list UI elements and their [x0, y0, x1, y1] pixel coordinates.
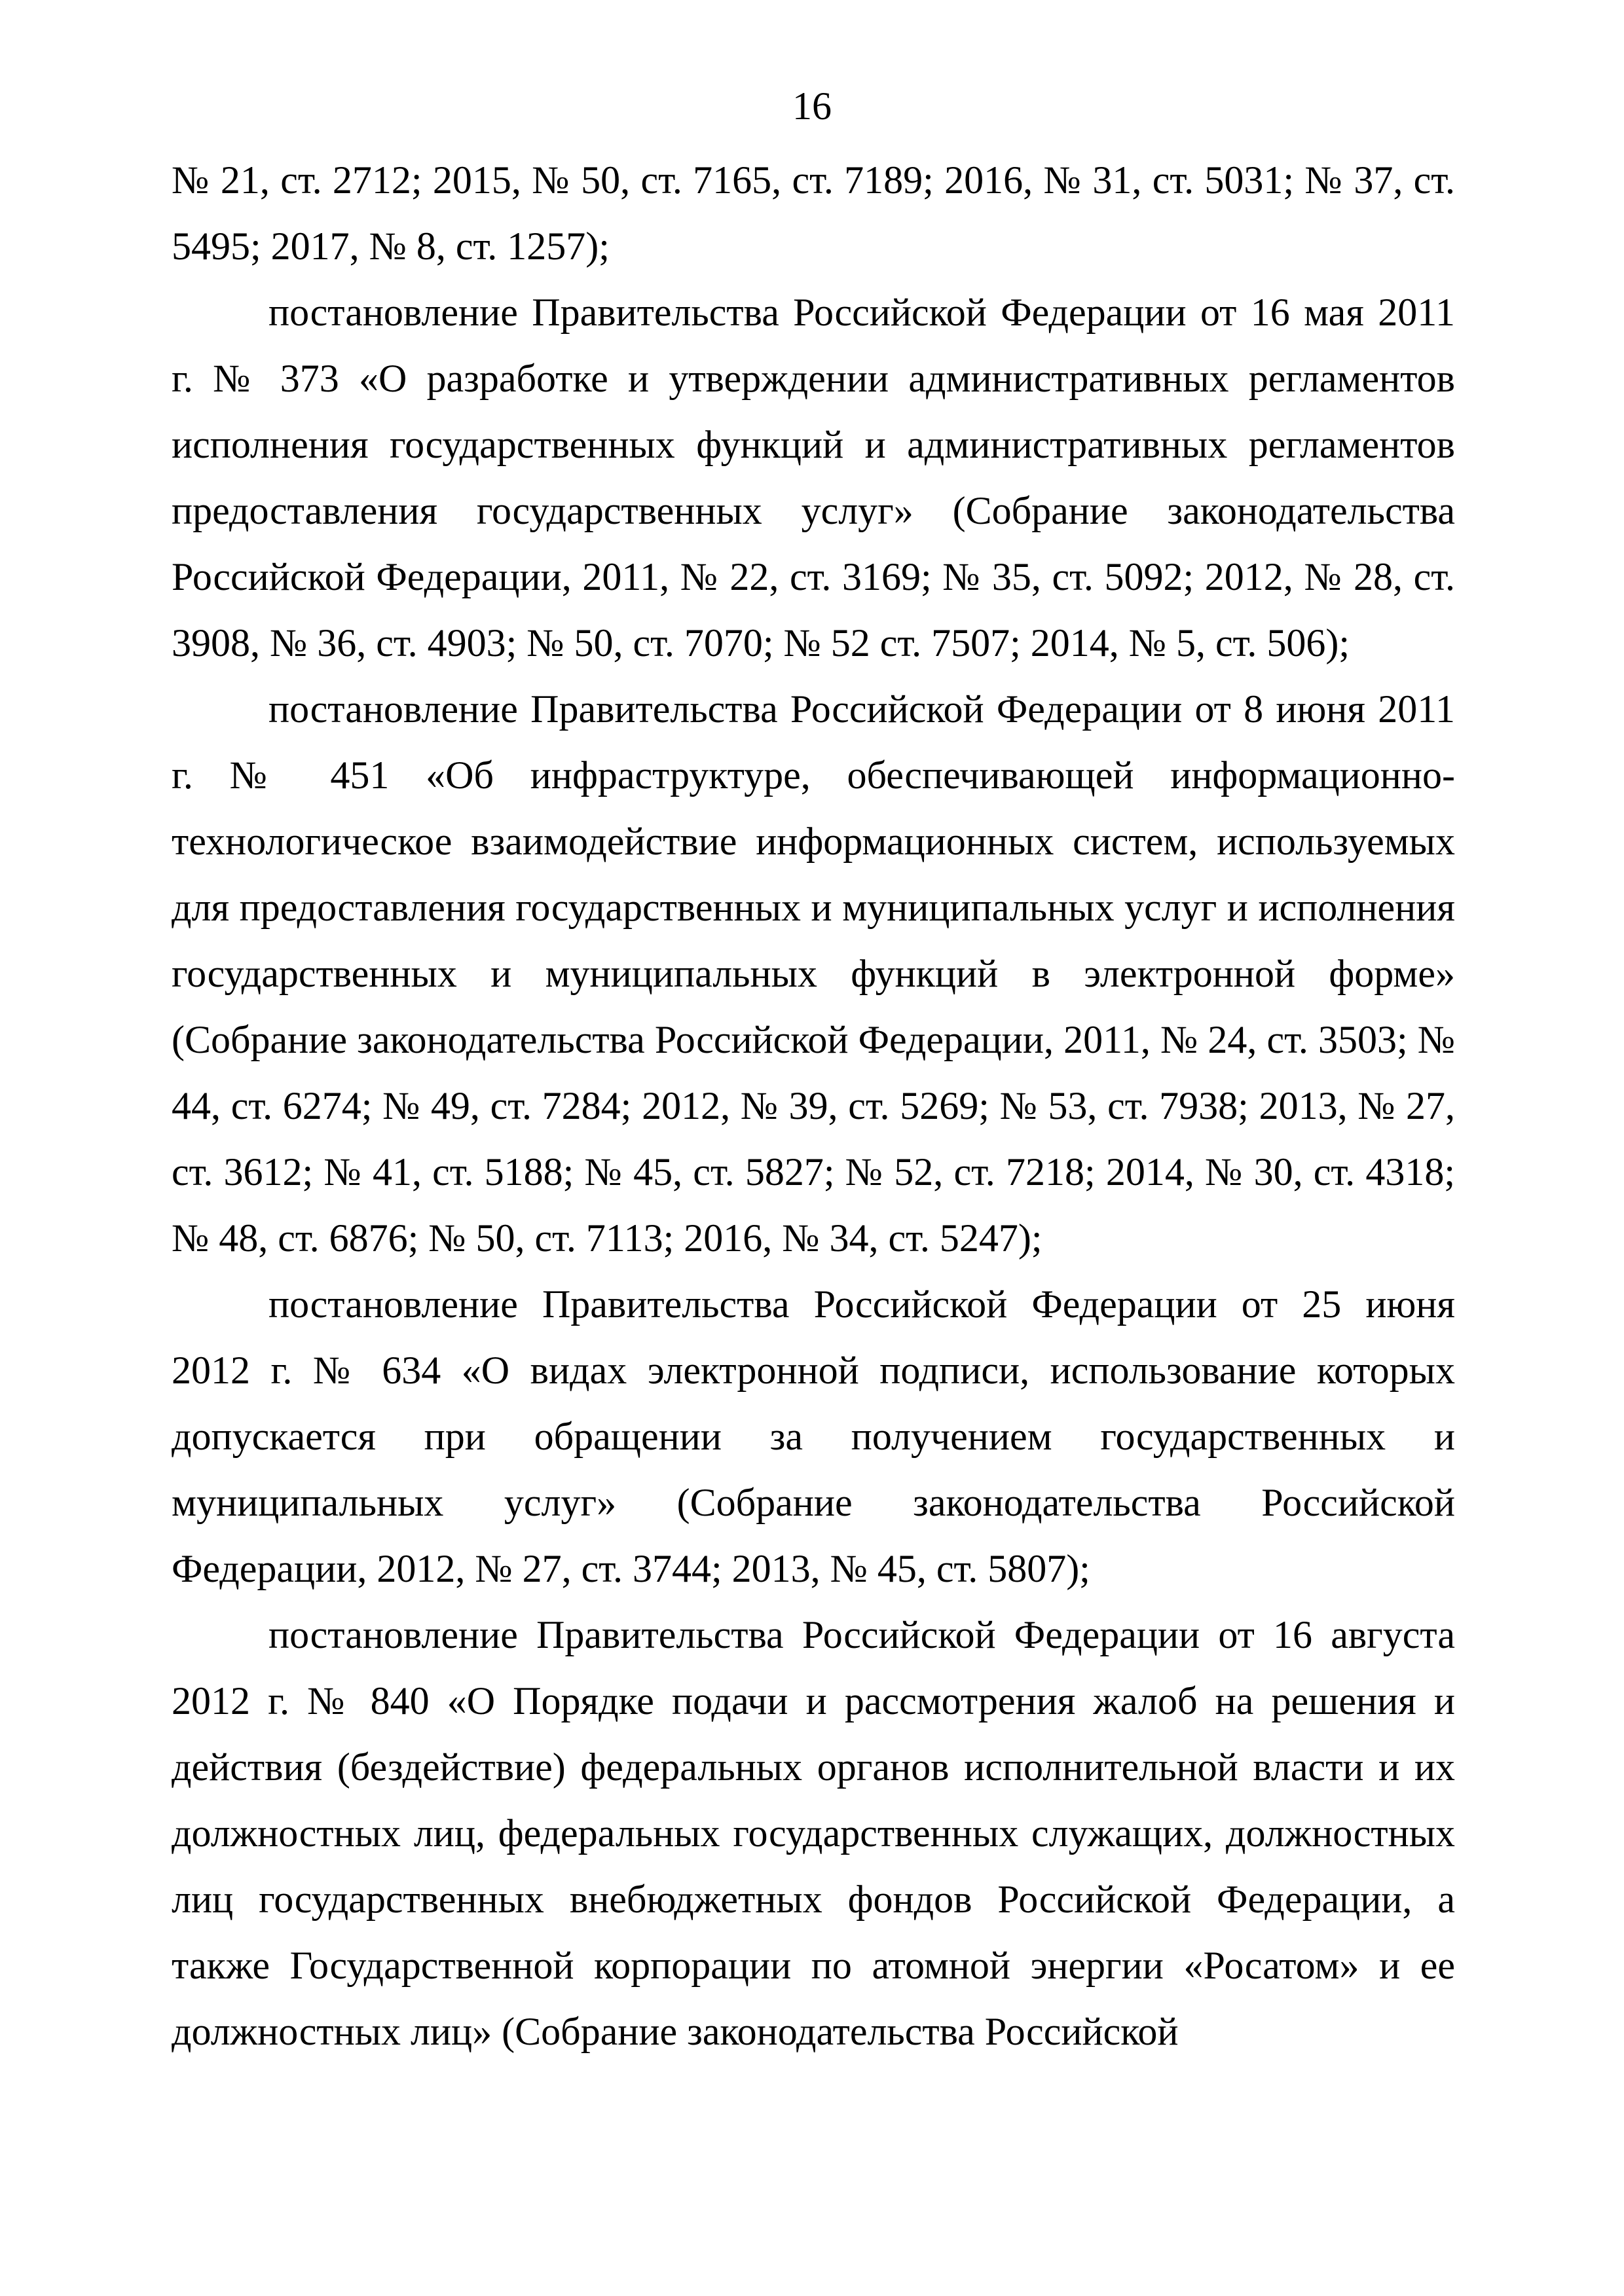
- paragraph-resolution-373: постановление Правительства Российской Федерации от 16 мая 2011 г. № 373 «О разработке и утверждении административных регламентов исполнения государственных функций и административных регламентов предоставления государственных услуг» (Собрание законодательства Российской Федерации, 2011, № 22, ст. 3169; № 35, ст. 5092; 2012, № 28, ст. 3908, № 36, ст. 4903; № 50, ст. 7070; № 52 ст. 7507; 2014, № 5, ст. 506);: [172, 291, 1455, 665]
- document-body: [172, 147, 1455, 2065]
- paragraph-resolution-634: постановление Правительства Российской Федерации от 25 июня 2012 г. № 634 «О видах электронной подписи, использование которых допускается при обращении за получением государственных и муниципальных услуг» (Собрание законодательства Российской Федерации, 2012, № 27, ст. 3744; 2013, № 45, ст. 5807);: [172, 1283, 1455, 1590]
- paragraph-resolution-451: постановление Правительства Российской Федерации от 8 июня 2011 г. № 451 «Об инфраструктуре, обеспечивающей информационно-технологическое взаимодействие информационных систем, используемых для предоставления государственных и муниципальных услуг и исполнения государственных и муниципальных функций в электронной форме» (Собрание законодательства Российской Федерации, 2011, № 24, ст. 3503; № 44, ст. 6274; № 49, ст. 7284; 2012, № 39, ст. 5269; № 53, ст. 7938; 2013, № 27, ст. 3612; № 41, ст. 5188; № 45, ст. 5827; № 52, ст. 7218; 2014, № 30, ст. 4318; № 48, ст. 6876; № 50, ст. 7113; 2016, № 34, ст. 5247);: [172, 687, 1455, 1260]
- page-number: 16: [792, 84, 832, 128]
- paragraph-resolution-840: постановление Правительства Российской Федерации от 16 августа 2012 г. № 840 «О Порядке подачи и рассмотрения жалоб на решения и действия (бездействие) федеральных органов исполнительной власти и их должностных лиц, федеральных государственных служащих, должностных лиц государственных внебюджетных фондов Российской Федерации, а также Государственной корпорации по атомной энергии «Росатом» и ее должностных лиц» (Собрание законодательства Российской: [172, 1613, 1455, 2053]
- paragraph-citation-continuation: № 21, ст. 2712; 2015, № 50, ст. 7165, ст. 7189; 2016, № 31, ст. 5031; № 37, ст. 5495; 2017, № 8, ст. 1257);: [172, 158, 1455, 268]
